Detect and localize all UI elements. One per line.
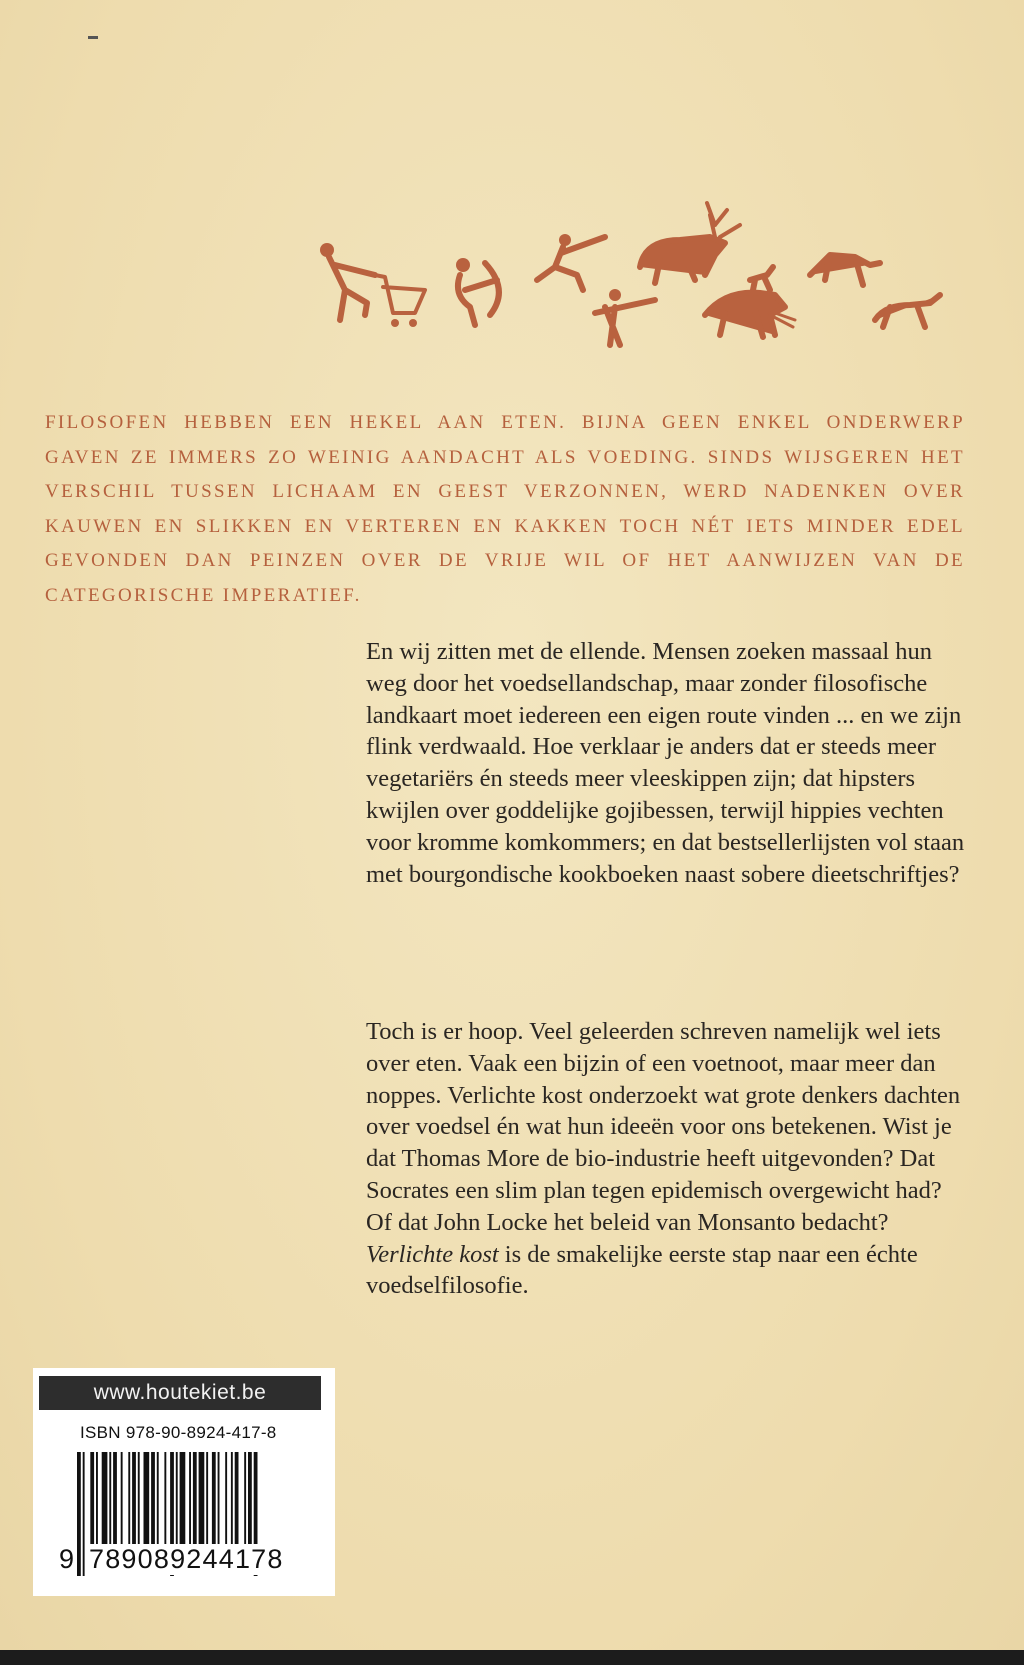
paragraph-2-end: is de smakelijke eerste stap naar een échte voedselfilosofie. xyxy=(366,1240,918,1300)
body-paragraph-1: En wij zitten met de ellende. Mensen zoeken massaal hun weg door het voedsellandschap, maar zonder filosofische landkaart moet iedereen een eigen route vinden ... en we zijn flink verdwaald. Hoe verklaar je anders dat er steeds meer vegetariërs én steeds meer vleeskippen zijn; dat hipsters kwijlen over goddelijke gojibessen, terwijl hippies vechten voor kromme komkommers; en dat bestsellerlijsten vol staan met bourgondische kookboeken naast sobere dieetschriftjes? xyxy=(366,638,965,888)
archer-figure xyxy=(456,258,499,325)
publisher-website: www.houtekiet.be xyxy=(39,1376,321,1410)
barcode-number xyxy=(59,1544,319,1578)
body-paragraph-2 xyxy=(366,1016,966,1302)
spear-figure xyxy=(595,289,655,345)
antelope-figure xyxy=(810,255,880,285)
goat-figure xyxy=(875,295,940,327)
small-animal xyxy=(750,267,773,290)
running-hunter xyxy=(537,234,605,290)
deer-with-antlers xyxy=(640,203,740,283)
cave-painting-illustration xyxy=(315,195,995,375)
intro-caps-paragraph: FILOSOFEN HEBBEN EEN HEKEL AAN ETEN. BIJNA GEEN ENKEL ONDERWERP GAVEN ZE IMMERS ZO WEINIG AANDACHT ALS VOEDING. SINDS WIJSGEREN HET VERSCHIL TUSSEN LICHAAM EN GEEST VERZONNEN, WERD NADENKEN OVER KAUWEN EN SLIKKEN EN VERTEREN EN KAKKEN TOCH NÉT IETS MINDER EDEL GEVONDEN DAN PEINZEN OVER DE VRIJE WIL OF HET AANWIJZEN VAN DE CATEGORISCHE IMPERATIEF. xyxy=(45,412,965,606)
barcode-label xyxy=(33,1368,335,1596)
barcode-digits: 789089244178 xyxy=(89,1544,284,1574)
print-mark xyxy=(88,36,98,39)
figure-with-cart xyxy=(320,243,425,327)
paragraph-2-main: Toch is er hoop. Veel geleerden schreven namelijk wel iets over eten. Vaak een bijzin of een voetnoot, maar meer dan noppes. Verlichte kost onderzoekt wat grote denkers dachten over voedsel én wat hun ideeën voor ons betekenen. Wist je dat Thomas More de bio-industrie heeft uitgevonden? Dat Socrates een slim plan tegen epidemisch overgewicht had? Of dat John Locke het beleid van Monsanto bedacht? xyxy=(366,1018,961,1236)
large-animal xyxy=(705,293,795,337)
barcode-first-digit: 9 xyxy=(59,1544,76,1574)
book-title-italic: Verlichte kost xyxy=(366,1240,499,1268)
isbn-text: ISBN 978-90-8924-417-8 xyxy=(80,1423,277,1442)
